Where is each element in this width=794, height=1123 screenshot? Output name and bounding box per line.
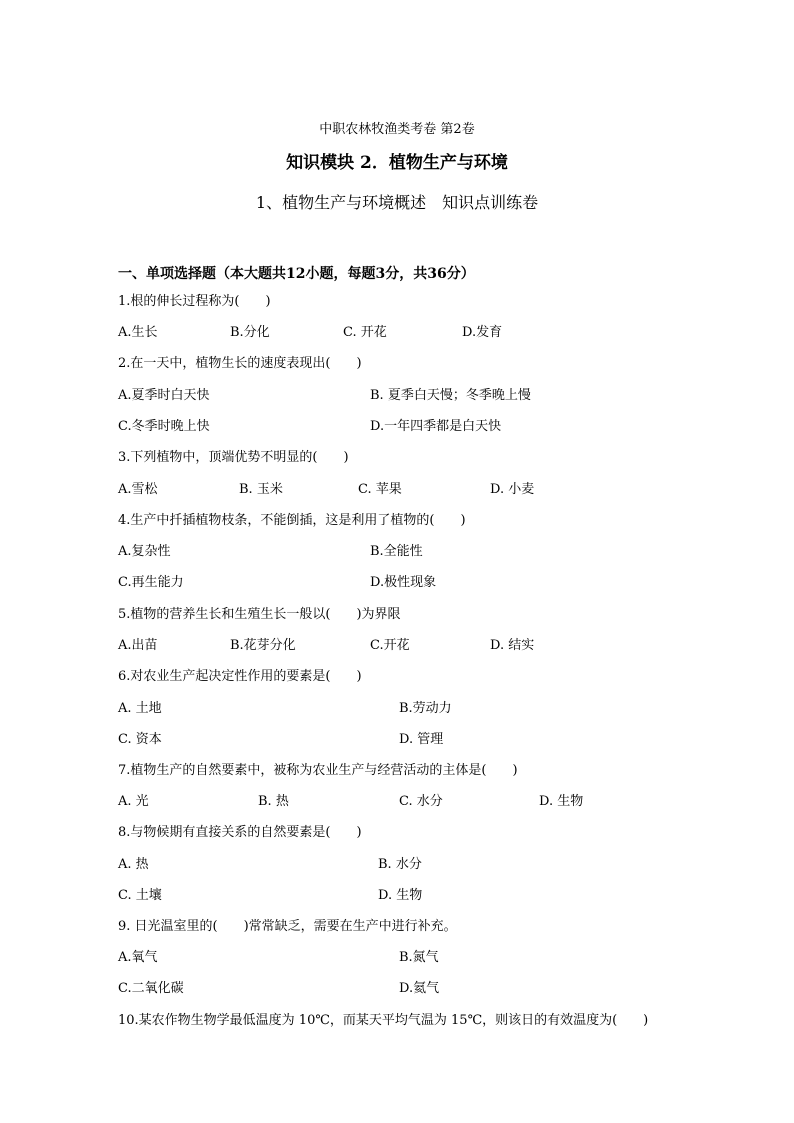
- module-title: 知识模块 2．植物生产与环境: [286, 153, 508, 173]
- option-d: D.一年四季都是白天快: [370, 419, 502, 434]
- option-d: D.氦气: [399, 981, 440, 996]
- option-c: C.再生能力: [118, 575, 184, 590]
- option-d: D. 管理: [399, 732, 444, 747]
- option-c: C. 土壤: [118, 888, 162, 903]
- option-a: A. 热: [118, 857, 149, 872]
- option-b: B.氮气: [399, 950, 439, 965]
- option-a: A.夏季时白天快: [118, 388, 210, 403]
- question-stem: 1.根的伸长过程称为( ): [118, 294, 271, 309]
- section-heading: 一、单项选择题（本大题共12小题，每题3分，共36分）: [118, 266, 475, 282]
- question-stem: 6.对农业生产起决定性作用的要素是( ): [118, 669, 362, 684]
- question-stem: 5.植物的营养生长和生殖生长一般以( )为界限: [118, 607, 401, 622]
- option-b: B.全能性: [370, 544, 423, 559]
- question-stem: 7.植物生产的自然要素中，被称为农业生产与经营活动的主体是( ): [118, 763, 518, 778]
- option-d: D. 小麦: [490, 482, 535, 497]
- option-b: B.花芽分化: [230, 638, 296, 653]
- option-a: A.生长: [118, 325, 158, 340]
- paper-subtitle: 1、植物生产与环境概述 知识点训练卷: [255, 193, 539, 212]
- question-stem: 2.在一天中，植物生长的速度表现出( ): [118, 356, 362, 371]
- option-d: D.极性现象: [370, 575, 437, 590]
- option-c: C. 资本: [118, 732, 162, 747]
- option-c: C. 开花: [343, 325, 387, 340]
- option-a: A. 土地: [118, 701, 162, 716]
- option-b: B.劳动力: [399, 701, 452, 716]
- option-a: A.雪松: [118, 482, 158, 497]
- option-a: A.复杂性: [118, 544, 171, 559]
- option-a: A.氧气: [118, 950, 158, 965]
- option-c: C.二氧化碳: [118, 981, 184, 996]
- option-d: D. 生物: [539, 794, 584, 809]
- option-b: B. 玉米: [239, 482, 283, 497]
- option-c: C. 苹果: [358, 482, 402, 497]
- exam-series-title: 中职农林牧渔类考卷 第2卷: [319, 122, 475, 137]
- option-d: D. 生物: [378, 888, 423, 903]
- question-stem: 8.与物候期有直接关系的自然要素是( ): [118, 825, 362, 840]
- option-d: D. 结实: [490, 638, 535, 653]
- question-stem: 10.某农作物生物学最低温度为 10℃，而某天平均气温为 15℃，则该日的有效温度为( ): [118, 1013, 649, 1028]
- option-b: B. 夏季白天慢；冬季晚上慢: [370, 388, 531, 403]
- option-c: C. 水分: [399, 794, 443, 809]
- option-b: B. 水分: [378, 857, 422, 872]
- option-c: C.开花: [370, 638, 410, 653]
- option-a: A.出苗: [118, 638, 158, 653]
- option-c: C.冬季时晚上快: [118, 419, 210, 434]
- option-b: B.分化: [230, 325, 270, 340]
- question-stem: 9. 日光温室里的( )常常缺乏，需要在生产中进行补充。: [118, 919, 457, 934]
- option-d: D.发育: [462, 325, 503, 340]
- option-b: B. 热: [258, 794, 289, 809]
- question-stem: 4.生产中扦插植物枝条，不能倒插，这是利用了植物的( ): [118, 513, 466, 528]
- option-a: A. 光: [118, 794, 149, 809]
- question-stem: 3.下列植物中，顶端优势不明显的( ): [118, 450, 349, 465]
